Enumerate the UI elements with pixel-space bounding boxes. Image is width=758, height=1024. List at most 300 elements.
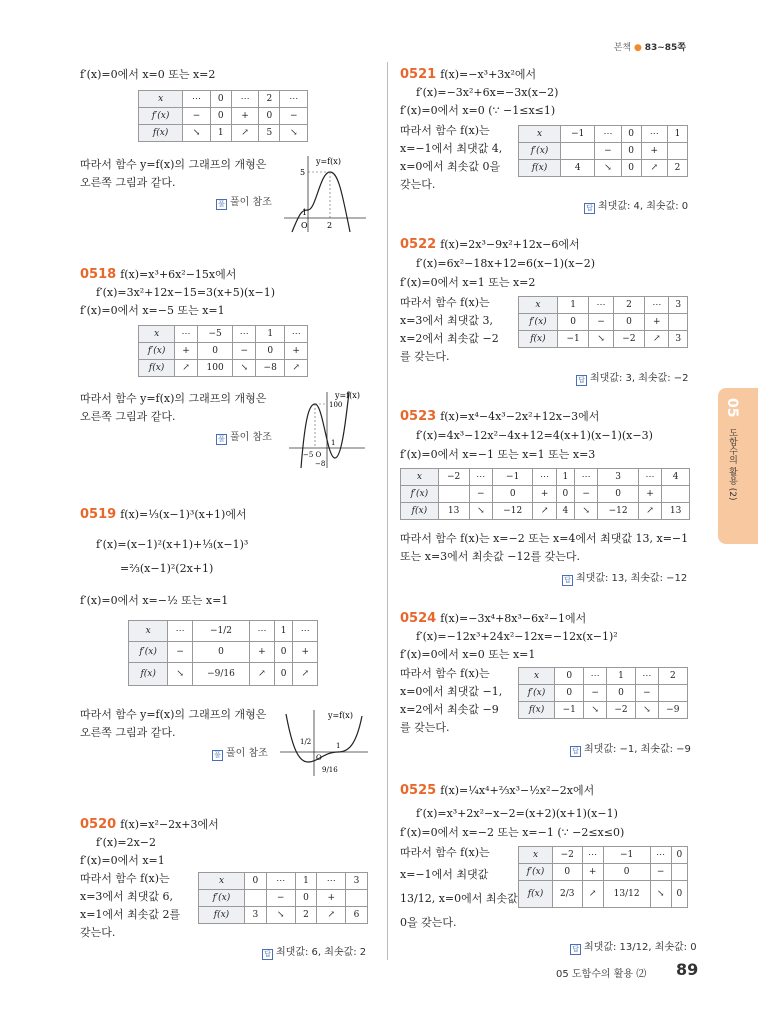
p0520-answer [262, 943, 366, 960]
table-cell: ↗ [638, 503, 662, 520]
p0525-answer [570, 938, 697, 955]
table-cell: ⋯ [168, 621, 193, 642]
p0517-table [138, 90, 308, 142]
table-cell: f′(x) [199, 890, 245, 907]
table-cell: + [638, 486, 662, 503]
table-cell: 2 [658, 668, 687, 685]
p0519-line6: 오른쪽 그림과 같다. [80, 726, 176, 739]
table-cell: ⋯ [183, 91, 211, 108]
table-row [519, 881, 688, 908]
graph-y2: −8 [315, 460, 326, 468]
p0521-answer [584, 197, 688, 214]
table-cell: ⋯ [469, 469, 493, 486]
table-row [401, 486, 690, 503]
table-cell: ↗ [533, 503, 557, 520]
p0518-graph [285, 388, 370, 470]
graph-origin: −5 O [303, 451, 322, 459]
chapter-tab-number: 05 [724, 398, 740, 418]
table-cell: 2/3 [553, 881, 582, 908]
p0518-ref-text: 풀이 참조 [230, 432, 272, 443]
graph-label: y=f(x) [328, 711, 353, 720]
table-cell: x [401, 469, 439, 486]
chapter-tab-label: 도함수의 활용 (2) [727, 428, 737, 501]
table-cell: ⋯ [250, 621, 275, 642]
table-cell: x [139, 91, 183, 108]
p0520-line1 [80, 818, 219, 832]
table-cell: ↘ [183, 125, 211, 142]
header-book: 본책 [613, 43, 632, 53]
graph-y1: 1/2 [300, 738, 312, 746]
table-cell: 0 [197, 343, 233, 360]
table-cell [561, 143, 595, 160]
table-cell: 0 [606, 685, 635, 702]
table-cell: 1 [606, 668, 635, 685]
table-cell: −1 [603, 847, 650, 864]
table-row [199, 890, 368, 907]
p0522-line5: x=3에서 최댓값 3, [400, 314, 494, 327]
table-cell: ⋯ [641, 126, 667, 143]
table-row [139, 125, 308, 142]
table-cell: + [231, 108, 259, 125]
answer-box-icon: 답 [576, 375, 587, 386]
p0521-line1 [400, 68, 536, 82]
answer-box-icon: 답 [570, 944, 581, 955]
p0522-table [518, 296, 688, 348]
p0519-ref-text: 풀이 참조 [226, 748, 268, 759]
answer-box-icon: 답 [584, 203, 595, 214]
p0519-line4: f′(x)=0에서 x=−½ 또는 x=1 [80, 594, 229, 607]
table-row [139, 108, 308, 125]
table-cell: ↘ [584, 702, 606, 719]
table-cell: 0 [259, 108, 280, 125]
p0525-line1 [400, 784, 594, 798]
table-cell [662, 486, 690, 503]
p0523-answer [562, 569, 687, 586]
table-cell: + [641, 143, 667, 160]
table-row [129, 663, 318, 686]
table-cell: 3 [598, 469, 638, 486]
answer-box-icon: 답 [570, 746, 581, 757]
p0523-answer-text: 최댓값: 13, 최솟값: −12 [576, 573, 688, 584]
table-row [519, 847, 688, 864]
table-cell: ⋯ [317, 873, 346, 890]
p0522-line7: 를 갖는다. [400, 350, 450, 363]
table-cell: + [317, 890, 346, 907]
table-cell: − [584, 685, 606, 702]
p0519-table [128, 620, 318, 686]
table-row [139, 360, 308, 377]
p0520-line4: 따라서 함수 f(x)는 [80, 872, 170, 885]
p0525-line2: f′(x)=x³+2x²−x−2=(x+2)(x+1)(x−1) [416, 807, 618, 820]
table-cell: ↘ [589, 331, 613, 348]
p0518-line1 [80, 268, 236, 282]
table-cell: −1 [493, 469, 533, 486]
problem-number: 0520 [80, 817, 117, 832]
table-cell: 5 [259, 125, 280, 142]
p0520-l1: f(x)=x²−2x+3에서 [120, 818, 219, 831]
table-cell: −2 [553, 847, 582, 864]
table-cell: + [533, 486, 557, 503]
table-cell: f(x) [139, 125, 183, 142]
table-cell: ↗ [582, 881, 603, 908]
answer-box-icon: 풀 [216, 434, 227, 445]
table-row [401, 469, 690, 486]
table-cell: − [595, 143, 621, 160]
table-cell: ⋯ [233, 326, 256, 343]
p0524-table [518, 667, 688, 719]
table-cell: x [519, 126, 561, 143]
p0522-line2: f′(x)=6x²−18x+12=6(x−1)(x−2) [416, 257, 596, 270]
table-cell: ↘ [595, 160, 621, 177]
header-pages: 83~85쪽 [644, 43, 686, 53]
p0524-answer-text: 최댓값: −1, 최솟값: −9 [584, 744, 691, 755]
table-cell: −12 [598, 503, 638, 520]
p0524-line6: x=2에서 최솟값 −9 [400, 703, 499, 716]
p0520-line2: f′(x)=2x−2 [96, 836, 156, 849]
p0518-line5: 오른쪽 그림과 같다. [80, 410, 176, 423]
table-cell: ↘ [280, 125, 308, 142]
table-cell: ⋯ [574, 469, 598, 486]
table-cell: − [183, 108, 211, 125]
p0521-line5: x=−1에서 최댓값 4, [400, 142, 503, 155]
table-row [401, 503, 690, 520]
graph-origin: O [301, 221, 308, 230]
page-number: 89 [676, 960, 699, 979]
table-cell: ↘ [650, 881, 671, 908]
table-cell: 3 [669, 331, 688, 348]
graph-y1: 100 [329, 401, 343, 409]
table-cell: f(x) [139, 360, 175, 377]
table-cell: − [266, 890, 295, 907]
table-cell: 0 [621, 126, 641, 143]
p0525-line4: 따라서 함수 f(x)는 [400, 846, 490, 859]
table-cell: −2 [606, 702, 635, 719]
table-cell: 1 [557, 297, 589, 314]
table-cell: 0 [553, 864, 582, 881]
table-cell: 3 [346, 873, 368, 890]
p0525-l1: f(x)=¼x⁴+⅔x³−½x²−2x에서 [440, 784, 595, 797]
table-cell: ↘ [168, 663, 193, 686]
p0521-line3: f′(x)=0에서 x=0 (∵ −1≤x≤1) [400, 104, 556, 117]
p0522-line3: f′(x)=0에서 x=1 또는 x=2 [400, 276, 536, 289]
dot-icon: ● [633, 43, 642, 53]
table-cell: − [636, 685, 658, 702]
problem-number: 0519 [80, 507, 117, 522]
table-cell: 13 [662, 503, 690, 520]
table-cell [671, 864, 687, 881]
table-row [139, 343, 308, 360]
table-cell: f(x) [519, 702, 555, 719]
table-cell: + [285, 343, 308, 360]
p0521-line4: 따라서 함수 f(x)는 [400, 124, 490, 137]
table-cell: ⋯ [584, 668, 606, 685]
p0521-line7: 갖는다. [400, 178, 436, 191]
graph-x1: 1 [336, 742, 341, 750]
table-cell: + [293, 642, 318, 663]
graph-y2: 9/16 [322, 766, 338, 774]
table-cell: x [519, 847, 553, 864]
p0519-graph [278, 706, 370, 778]
table-cell: f′(x) [139, 108, 183, 125]
table-cell: x [519, 297, 558, 314]
table-cell: 4 [662, 469, 690, 486]
problem-number: 0518 [80, 267, 117, 282]
table-cell [346, 890, 368, 907]
p0523-line5: 또는 x=3에서 최솟값 −12를 갖는다. [400, 550, 581, 563]
table-cell: ⋯ [175, 326, 198, 343]
table-cell: ↗ [293, 663, 318, 686]
p0523-line1 [400, 410, 599, 424]
p0522-line6: x=2에서 최솟값 −2 [400, 332, 499, 345]
p0523-l1: f(x)=x⁴−4x³−2x²+12x−3에서 [440, 410, 600, 423]
p0520-table [198, 872, 368, 924]
table-cell: 0 [192, 642, 249, 663]
table-cell: x [519, 668, 555, 685]
table-cell: ↘ [574, 503, 598, 520]
answer-box-icon: 풀 [216, 199, 227, 210]
column-divider [387, 62, 388, 960]
table-row [519, 685, 688, 702]
table-cell: ⋯ [293, 621, 318, 642]
table-cell: 6 [346, 907, 368, 924]
table-cell: 0 [557, 314, 589, 331]
table-cell: f(x) [401, 503, 439, 520]
answer-box-icon: 답 [262, 949, 273, 960]
table-cell: 13 [438, 503, 469, 520]
table-cell: 1 [556, 469, 574, 486]
table-row [519, 314, 688, 331]
p0524-l1: f(x)=−3x⁴+8x³−6x²−1에서 [440, 612, 587, 625]
p0523-table [400, 468, 690, 520]
table-cell: ⋯ [636, 668, 658, 685]
table-cell: − [574, 486, 598, 503]
p0521-line6: x=0에서 최솟값 0을 [400, 160, 501, 173]
p0519-ref [212, 744, 268, 761]
p0525-line7: 0을 갖는다. [400, 916, 457, 929]
table-cell: ↗ [175, 360, 198, 377]
p0518-ref [216, 428, 272, 445]
p0522-line1 [400, 238, 580, 252]
table-cell: 0 [603, 864, 650, 881]
p0525-line3: f′(x)=0에서 x=−2 또는 x=−1 (∵ −2≤x≤0) [400, 826, 625, 839]
p0519-l1: f(x)=⅓(x−1)³(x+1)에서 [120, 508, 247, 521]
table-cell: f(x) [199, 907, 245, 924]
table-cell: 0 [613, 314, 645, 331]
graph-y2: 1 [302, 208, 308, 217]
table-cell: 0 [274, 663, 293, 686]
table-cell: 0 [295, 890, 317, 907]
p0517-line2: 따라서 함수 y=f(x)의 그래프의 개형은 [80, 158, 267, 171]
table-cell: −2 [613, 331, 645, 348]
table-cell: −1 [557, 331, 589, 348]
table-cell: 1 [210, 125, 231, 142]
table-cell: 0 [671, 881, 687, 908]
table-cell: ⋯ [589, 297, 613, 314]
p0521-l1: f(x)=−x³+3x²에서 [440, 68, 537, 81]
table-cell: 0 [210, 91, 231, 108]
table-cell: −1 [555, 702, 584, 719]
table-row [139, 91, 308, 108]
table-cell: 0 [671, 847, 687, 864]
p0521-table [518, 125, 688, 177]
table-cell: ⋯ [266, 873, 295, 890]
table-cell: 0 [556, 486, 574, 503]
footer-chapter: 05 도함수의 활용 ⑵ [556, 969, 647, 980]
p0524-line2: f′(x)=−12x³+24x²−12x=−12x(x−1)² [416, 630, 618, 643]
table-cell: − [469, 486, 493, 503]
table-cell: −9/16 [192, 663, 249, 686]
table-cell: 0 [598, 486, 638, 503]
table-cell: 0 [244, 873, 266, 890]
table-cell: ↗ [231, 125, 259, 142]
table-cell: 4 [561, 160, 595, 177]
p0518-line2: f′(x)=3x²+12x−15=3(x+5)(x−1) [96, 286, 276, 299]
table-row [519, 668, 688, 685]
table-cell: 2 [295, 907, 317, 924]
table-cell: 3 [244, 907, 266, 924]
p0524-line3: f′(x)=0에서 x=0 또는 x=1 [400, 648, 536, 661]
p0520-answer-text: 최댓값: 6, 최솟값: 2 [276, 947, 367, 958]
p0525-line6: 13/12, x=0에서 최솟값 [400, 892, 518, 905]
table-cell: 2 [667, 160, 687, 177]
p0523-line2: f′(x)=4x³−12x²−4x+12=4(x+1)(x−1)(x−3) [416, 429, 653, 442]
table-cell [669, 314, 688, 331]
table-cell: ⋯ [638, 469, 662, 486]
table-cell: ⋯ [650, 847, 671, 864]
p0517-graph [280, 152, 370, 234]
header-ref [614, 40, 686, 53]
table-cell: ↘ [233, 360, 256, 377]
graph-label: y=f(x) [335, 391, 360, 400]
table-cell: 13/12 [603, 881, 650, 908]
table-cell: x [139, 326, 175, 343]
table-cell: f(x) [519, 881, 553, 908]
table-cell: + [175, 343, 198, 360]
p0523-line3: f′(x)=0에서 x=−1 또는 x=1 또는 x=3 [400, 448, 596, 461]
table-cell: ↗ [641, 160, 667, 177]
chapter-tab [718, 388, 758, 544]
graph-x1: 1 [331, 439, 336, 447]
curve [286, 714, 362, 762]
table-cell: + [250, 642, 275, 663]
problem-number: 0521 [400, 67, 437, 82]
table-cell: 2 [613, 297, 645, 314]
table-row [519, 864, 688, 881]
table-cell: f′(x) [129, 642, 168, 663]
table-cell: ↗ [317, 907, 346, 924]
p0520-line6: x=1에서 최솟값 2를 [80, 908, 181, 921]
table-cell: + [645, 314, 669, 331]
table-cell: f(x) [519, 160, 561, 177]
p0519-line5: 따라서 함수 y=f(x)의 그래프의 개형은 [80, 708, 267, 721]
table-cell: 0 [274, 642, 293, 663]
table-cell [658, 685, 687, 702]
table-cell: −9 [658, 702, 687, 719]
p0518-table [138, 325, 308, 377]
p0524-answer [570, 740, 691, 757]
table-cell: ↗ [285, 360, 308, 377]
table-cell: − [280, 108, 308, 125]
table-cell: 0 [210, 108, 231, 125]
table-cell: ↗ [250, 663, 275, 686]
p0517-ref [216, 193, 272, 210]
table-cell: ⋯ [280, 91, 308, 108]
table-cell: 100 [197, 360, 233, 377]
problem-number: 0524 [400, 611, 437, 626]
table-cell: ⋯ [231, 91, 259, 108]
table-cell: ↘ [636, 702, 658, 719]
answer-box-icon: 답 [562, 575, 573, 586]
p0525-line5: x=−1에서 최댓값 [400, 868, 489, 881]
p0517-line1: f′(x)=0에서 x=0 또는 x=2 [80, 68, 216, 81]
p0522-l1: f(x)=2x³−9x²+12x−6에서 [440, 238, 580, 251]
table-cell: f′(x) [519, 143, 561, 160]
p0522-line4: 따라서 함수 f(x)는 [400, 296, 490, 309]
table-row [129, 621, 318, 642]
table-row [519, 702, 688, 719]
table-cell: − [233, 343, 256, 360]
table-row [519, 126, 688, 143]
table-cell: 1 [255, 326, 284, 343]
table-cell: −12 [493, 503, 533, 520]
table-cell: −1/2 [192, 621, 249, 642]
p0524-line5: x=0에서 최댓값 −1, [400, 685, 503, 698]
table-cell: f(x) [129, 663, 168, 686]
table-cell: f′(x) [139, 343, 175, 360]
answer-box-icon: 풀 [212, 750, 223, 761]
p0518-line3: f′(x)=0에서 x=−5 또는 x=1 [80, 304, 225, 317]
table-cell: + [582, 864, 603, 881]
table-cell: ⋯ [533, 469, 557, 486]
table-cell: ↗ [645, 331, 669, 348]
graph-label: y=f(x) [316, 157, 341, 166]
table-cell: 0 [621, 143, 641, 160]
p0523-line4: 따라서 함수 f(x)는 x=−2 또는 x=4에서 최댓값 13, x=−1 [400, 532, 689, 545]
p0525-table [518, 846, 688, 908]
p0524-line4: 따라서 함수 f(x)는 [400, 667, 490, 680]
table-cell: ⋯ [595, 126, 621, 143]
table-row [199, 907, 368, 924]
p0520-line3: f′(x)=0에서 x=1 [80, 854, 165, 867]
p0518-l1: f(x)=x³+6x²−15x에서 [120, 268, 237, 281]
table-cell [244, 890, 266, 907]
graph-y1: 5 [300, 168, 306, 177]
table-row [519, 297, 688, 314]
problem-number: 0525 [400, 783, 437, 798]
p0525-answer-text: 최댓값: 13/12, 최솟값: 0 [584, 942, 697, 953]
table-cell: −8 [255, 360, 284, 377]
table-row [129, 642, 318, 663]
p0524-line1 [400, 612, 586, 626]
table-cell: ⋯ [582, 847, 603, 864]
p0520-line7: 갖는다. [80, 926, 116, 939]
table-cell: 1 [667, 126, 687, 143]
p0524-line7: 를 갖는다. [400, 721, 450, 734]
table-row [519, 143, 688, 160]
p0519-line2: f′(x)=(x−1)²(x+1)+⅓(x−1)³ [96, 538, 249, 551]
table-cell: ↘ [266, 907, 295, 924]
table-cell: 0 [493, 486, 533, 503]
table-cell: f(x) [519, 331, 558, 348]
p0518-line4: 따라서 함수 y=f(x)의 그래프의 개형은 [80, 392, 267, 405]
table-cell: f′(x) [519, 864, 553, 881]
table-row [139, 326, 308, 343]
table-cell: −2 [438, 469, 469, 486]
table-cell: f′(x) [401, 486, 439, 503]
table-cell: x [129, 621, 168, 642]
graph-origin: O [316, 754, 322, 762]
table-cell: 1 [274, 621, 293, 642]
